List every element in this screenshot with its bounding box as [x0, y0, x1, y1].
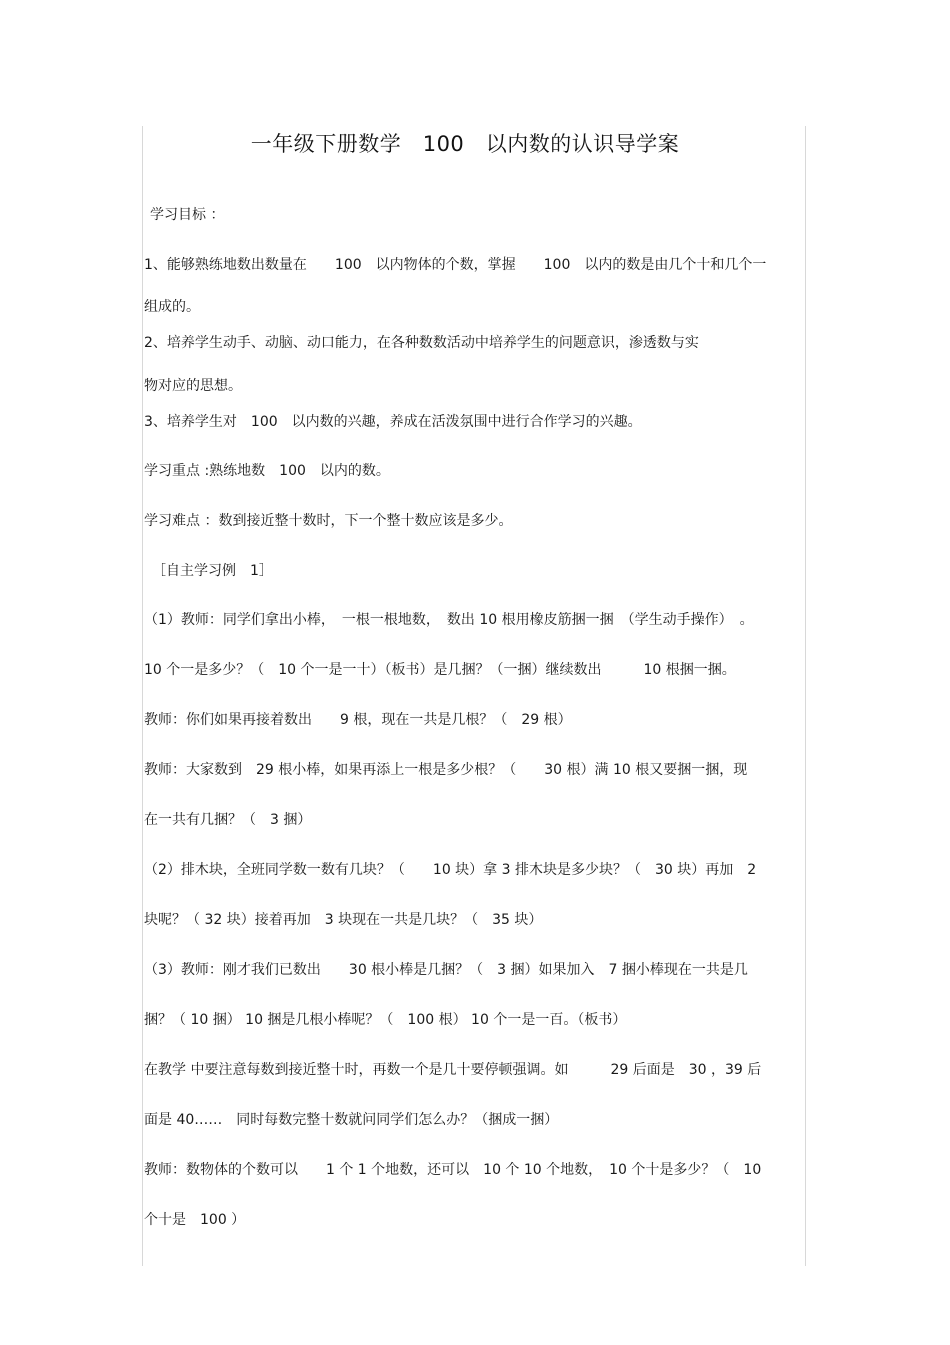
paragraph-4-line-1: 在教学 中要注意每数到接近整十时，再数一个是几十要停顿强调。如 29 后面是 30 ，39 后 [144, 1062, 762, 1078]
document-title: 一年级下册数学 100 以内数的认识导学案 [250, 132, 680, 156]
paragraph-2-line-2: 块呢？（ 32 块）接着再加 3 块现在一共是几块？（ 35 块） [144, 912, 543, 928]
objective-1-line-1: 1、能够熟练地数出数量在 100 以内物体的个数，掌握 100 以内的数是由几个十和几个一 [144, 257, 767, 273]
key-point: 学习重点 :熟练地数 100 以内的数。 [144, 463, 390, 479]
paragraph-1-line-2: 10 个一是多少？（ 10 个一是一十）（板书）是几捆？（一捆）继续数出 10 根捆一捆。 [144, 662, 736, 678]
paragraph-2-line-1: （2）排木块，全班同学数一数有几块？（ 10 块）拿 3 排木块是多少块？（ 30 块）再加 2 [144, 862, 757, 878]
paragraph-1-line-3: 教师：你们如果再接着数出 9 根，现在一共是几根？（ 29 根） [144, 712, 572, 728]
paragraph-1-line-4: 教师：大家数到 29 根小棒，如果再添上一根是多少根？（ 30 根）满 10 根又要捆一捆，现 [144, 762, 748, 778]
page-frame [142, 126, 806, 1266]
paragraph-3-line-2: 捆？（ 10 捆） 10 捆是几根小棒呢？（ 100 根） 10 个一是一百。（板书） [144, 1012, 627, 1028]
paragraph-5-line-1: 教师：数物体的个数可以 1 个 1 个地数，还可以 10 个 10 个地数， 10 个十是多少？（ 10 [144, 1162, 762, 1178]
paragraph-1-line-1: （1）教师：同学们拿出小棒， 一根一根地数， 数出 10 根用橡皮筋捆一捆 （学生动手操作） 。 [144, 612, 754, 628]
paragraph-4-line-2: 面是 40…… 同时每数完整十数就问同学们怎么办？（捆成一捆） [144, 1112, 559, 1128]
paragraph-1-line-5: 在一共有几捆？（ 3 捆） [144, 812, 312, 828]
paragraph-5-line-2: 个十是 100 ） [144, 1212, 246, 1228]
objective-2-line-1: 2、培养学生动手、动脑、动口能力，在各种数数活动中培养学生的问题意识，渗透数与实 [144, 335, 699, 351]
objectives-heading: 学习目标 ： [150, 207, 225, 223]
objective-2-line-2: 物对应的思想。 [144, 378, 242, 394]
objective-3: 3、培养学生对 100 以内数的兴趣，养成在活泼氛围中进行合作学习的兴趣。 [144, 414, 642, 430]
example-heading: ［自主学习例 1］ [152, 563, 273, 579]
objective-1-line-2: 组成的。 [144, 299, 200, 315]
paragraph-3-line-1: （3）教师：刚才我们已数出 30 根小棒是几捆？（ 3 捆）如果加入 7 捆小棒现在一共是几 [144, 962, 748, 978]
difficult-point: 学习难点 ：数到接近整十数时，下一个整十数应该是多少。 [144, 513, 513, 529]
